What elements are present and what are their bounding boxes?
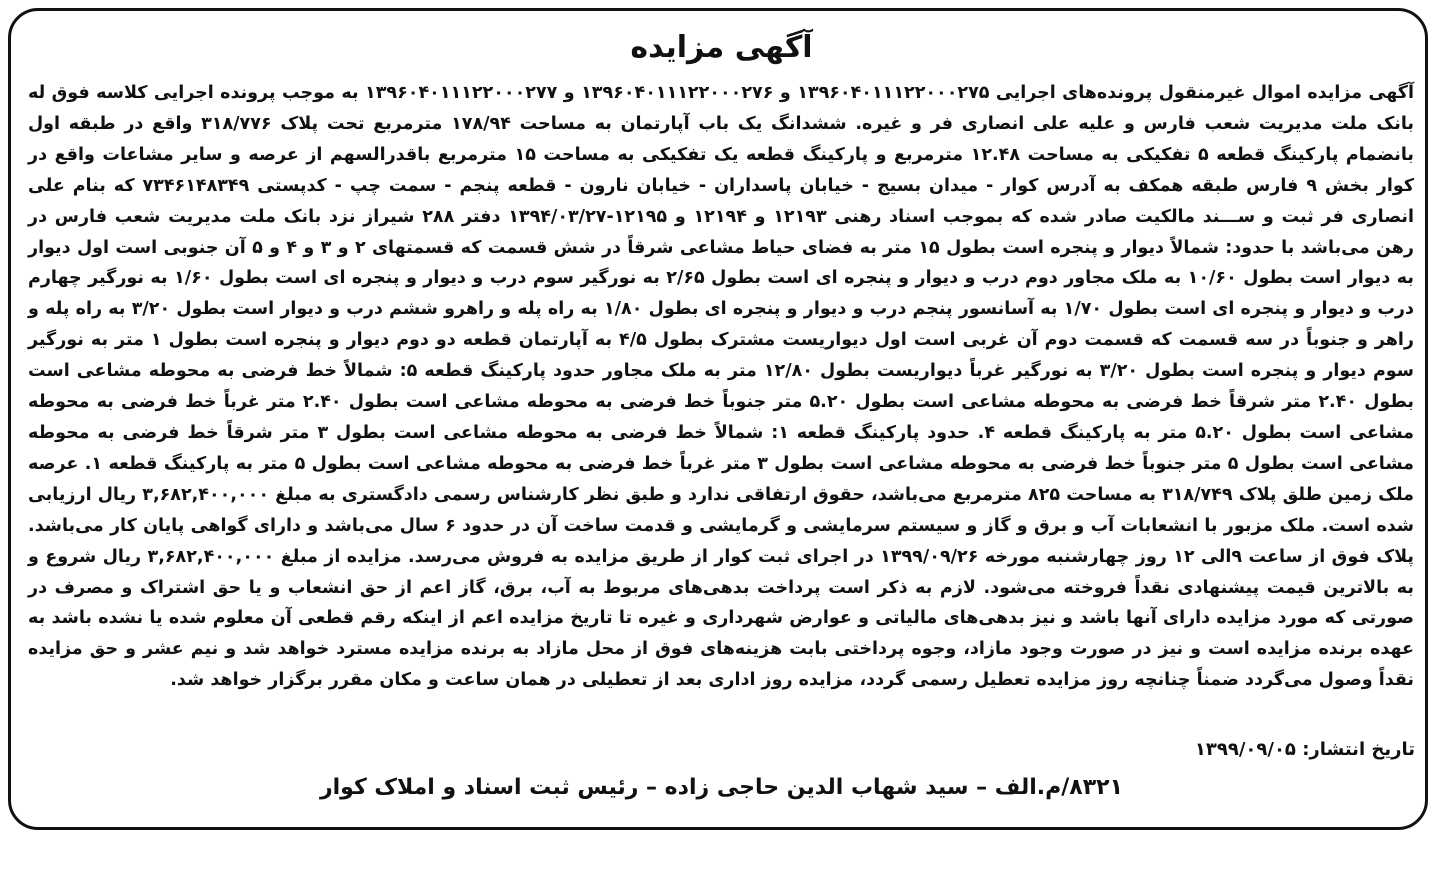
notice-body: آگهی مزایده اموال غیرمنقول پرونده‌های اجرایی ۱۳۹۶۰۴۰۱۱۱۲۲۰۰۰۲۷۵ و ۱۳۹۶۰۴۰۱۱۱۲۲۰۰۰۲۷۶ و ۱۳۹۶۰۴۰۱۱۱۲۲۰۰۰۲۷۷ به موجب پرونده اجرایی کلاسه فوق له بانک ملت مدیریت شعب فارس و علیه علی انصاری فر و غیره. ششدانگ یک باب آپارتمان به مساحت ۱۷۸/۹۴ مترمربع تحت پلاک ۳۱۸/۷۷۶ واقع در طبقه اول بانضمام پارکینگ قطعه ۵ تفکیکی به مساحت ۱۲.۴۸ مترمربع و پارکینگ قطعه یک تفکیکی به مساحت ۱۵ مترمربع باقدرالسهم از عرصه و سایر مشاعات واقع در کوار بخش ۹ فارس طبقه همکف به آدرس کوار - میدان بسیج - خیابان پاسداران - خیابان نارون - قطعه پنجم - سمت چپ - کدپستی ۷۳۴۶۱۴۸۳۴۹ که بنام علی انصاری فر ثبت و ســـند مالکیت صادر شده که بموجب اسناد رهنی ۱۲۱۹۳ و ۱۲۱۹۴ و ۱۲۱۹۵-۱۳۹۴/۰۳/۲۷ دفتر ۲۸۸ شیراز نزد بانک ملت مدیریت شعب فارس در رهن می‌باشد با حدود: شمالاً دیوار و پنجره است بطول ۱۵ متر به فضای حیاط مشاعی شرقاً در شش قسمت که قسمتهای ۲ و ۳ و ۴ و ۵ آن جنوبی است اول دیوار به دیوار است بطول ۱۰/۶۰ به ملک مجاور دوم درب و دیوار و پنجره ای است بطول ۲/۶۵ به نورگیر سوم درب و دیوار و پنجره ای است بطول ۱/۶۰ به نورگیر چهارم درب و دیوار و پنجره ای است بطول ۱/۷۰ به آسانسور پنجم درب و دیوار و پنجره ای بطول ۱/۸۰ به راه پله و راهرو ششم درب و دیوار است بطول ۳/۲۰ به راه پله و راهر و جنوباً در سه قسمت که قسمت دوم آن غربی است اول دیواریست مشترک بطول ۴/۵ به آپارتمان قطعه دو دوم دیوار و پنجره است بطول ۱ متر به نورگیر سوم دیوار و پنجره است بطول ۳/۲۰ به نورگیر غرباً دیواریست بطول ۱۲/۸۰ متر به ملک مجاور حدود پارکینگ قطعه ۵: شمالاً خط فرضی به محوطه مشاعی است بطول ۲.۴۰ متر شرقاً خط فرضی به محوطه مشاعی است بطول ۵.۲۰ متر جنوباً خط فرضی به محوطه مشاعی است بطول ۲.۴۰ متر غرباً خط فرضی به محوطه مشاعی است بطول ۵.۲۰ متر به پارکینگ قطعه ۴. حدود پارکینگ قطعه ۱: شمالاً خط فرضی به محوطه مشاعی است بطول ۳ متر شرقاً خط فرضی به محوطه مشاعی است بطول ۵ متر جنوباً خط فرضی به محوطه مشاعی است بطول ۳ متر غرباً خط فرضی به محوطه مشاعی است بطول ۵ متر به پارکینگ قطعه ۱. عرصه ملک زمین طلق پلاک ۳۱۸/۷۴۹ به مساحت ۸۲۵ مترمربع می‌باشد، حقوق ارتفاقی ندارد و طبق نظر کارشناس رسمی دادگستری به مبلغ ۳,۶۸۲,۴۰۰,۰۰۰ ریال ارزیابی شده است. ملک مزبور با انشعابات آب و برق و گاز و سیستم سرمایشی و گرمایشی و قدمت ساخت آن در حدود ۶ سال می‌باشد و دارای گواهی پایان کار می‌باشد. پلاک فوق از ساعت ۹الی ۱۲ روز چهارشنبه مورخه ۱۳۹۹/۰۹/۲۶ در اجرای ثبت کوار از طریق مزایده به فروش می‌رسد. مزایده از مبلغ ۳,۶۸۲,۴۰۰,۰۰۰ ریال شروع و به بالاترین قیمت پیشنهادی نقداً فروخته می‌شود. لازم به ذکر است پرداخت بدهی‌های مربوط به آب، برق، گاز اعم از حق انشعاب و یا حق اشتراک و مصرف در صورتی که مورد مزایده دارای آنها باشد و نیز بدهی‌های مالیاتی و عوارض شهرداری و غیره تا تاریخ مزایده اعم از اینکه رقم قطعی آن معلوم شده یا نشده باشد به عهده برنده مزایده است و نیز در صورت وجود مازاد، وجوه پرداختی بابت هزینه‌های فوق از محل مازاد به برنده مزایده مسترد خواهد شد و نیم عشر و حق مزایده نقداً وصول می‌گردد ضمناً چنانچه روز مزایده تعطیل رسمی گردد، مزایده روز اداری بعد از تعطیلی در همان ساعت و مکان مقرر برگزار خواهد شد.	[28, 83, 1415, 691]
signature-line: ۸۳۲۱/م.الف – سید شهاب الدین حاجی زاده – رئیس ثبت اسناد و املاک کوار	[319, 775, 1124, 800]
publish-date	[1195, 735, 1415, 765]
notice-title: آگهی مزایده	[630, 30, 813, 65]
publish-date-label: تاریخ انتشار:	[1302, 739, 1415, 760]
publish-date-value: ۱۳۹۹/۰۹/۰۵	[1194, 739, 1296, 760]
